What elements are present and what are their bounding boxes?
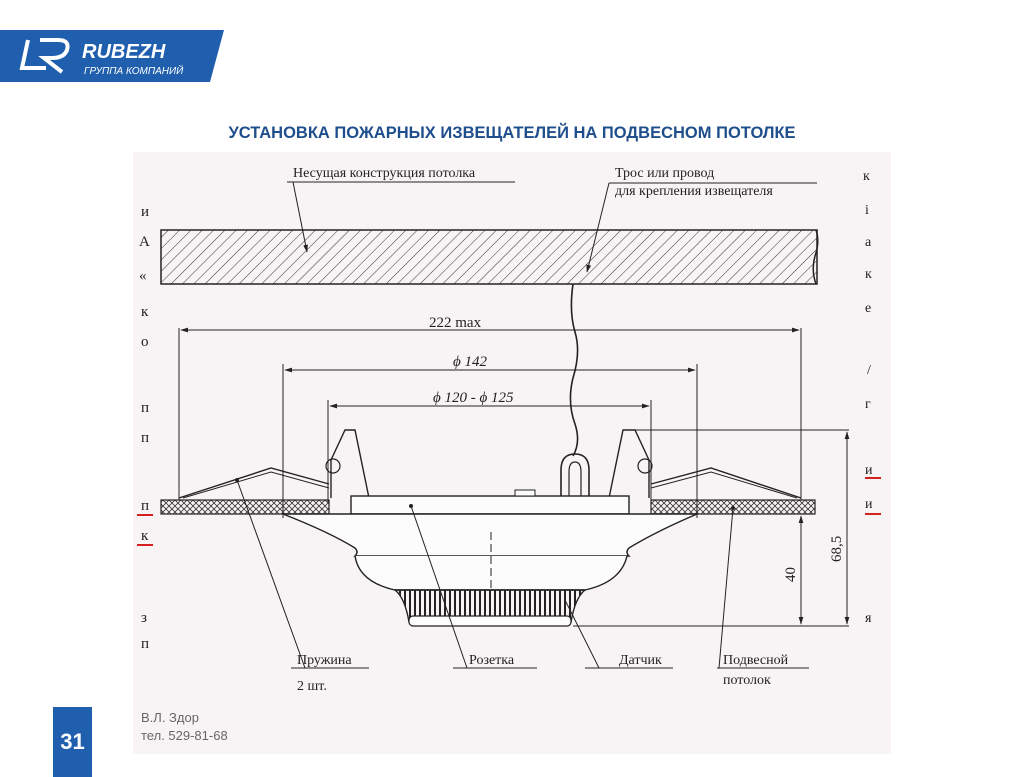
clip-right: [609, 430, 649, 498]
svg-text:к: к: [141, 304, 149, 320]
label-suspended-1: Подвесной: [723, 653, 789, 668]
svg-text:е: е: [865, 301, 872, 316]
label-ceiling-structure: Несущая конструкция потолка: [293, 166, 476, 181]
right-edge-letters: [863, 169, 873, 626]
svg-text:А: А: [139, 234, 150, 250]
svg-text:и: и: [141, 204, 150, 220]
svg-text:и: и: [865, 497, 873, 512]
svg-text:«: «: [139, 268, 147, 284]
brand-subtitle: ГРУППА КОМПАНИЙ: [84, 66, 184, 77]
svg-text:а: а: [865, 235, 872, 250]
installation-drawing: [133, 152, 891, 754]
left-edge-letters: [139, 204, 150, 652]
label-spring-1: Пружина: [297, 653, 352, 668]
label-socket: Розетка: [469, 653, 515, 668]
svg-text:п: п: [141, 430, 150, 446]
svg-text:и: и: [865, 463, 873, 478]
dim-overall: 222 max: [429, 315, 482, 331]
dim-height-total: 68,5: [829, 535, 845, 562]
spring-left: [179, 468, 329, 498]
ceiling-slab: [161, 230, 817, 284]
dim-outer-diameter: ϕ 142: [453, 354, 488, 370]
svg-text:к: к: [865, 267, 872, 282]
spring-right: [651, 468, 801, 498]
label-cable-2: для крепления извещателя: [615, 184, 773, 199]
leader-sensor: [565, 600, 599, 668]
author-name: В.Л. Здор: [141, 710, 199, 725]
hanging-hook: [561, 454, 589, 496]
page-number: 31: [53, 707, 92, 777]
slide-title: УСТАНОВКА ПОЖАРНЫХ ИЗВЕЩАТЕЛЕЙ НА ПОДВЕСНОМ ПОТОЛКЕ: [228, 124, 796, 142]
brand-name: RUBEZH: [82, 41, 166, 63]
svg-text:і: і: [865, 203, 869, 218]
company-logo: [0, 30, 224, 82]
socket-plate: [351, 496, 629, 514]
svg-text:п: п: [141, 400, 150, 416]
svg-text:з: з: [141, 610, 147, 626]
svg-text:о: о: [141, 334, 149, 350]
clip-left: [331, 430, 369, 498]
detector-flange: [283, 514, 697, 556]
svg-text:к: к: [141, 528, 149, 544]
svg-text:/: /: [867, 363, 871, 378]
svg-text:я: я: [865, 611, 872, 626]
svg-text:г: г: [865, 397, 871, 412]
svg-text:п: п: [141, 498, 150, 514]
leader-suspended: [719, 508, 733, 668]
svg-text:п: п: [141, 636, 150, 652]
label-spring-2: 2 шт.: [297, 679, 327, 694]
dim-inner-diameter: ϕ 120 - ϕ 125: [433, 390, 514, 406]
label-suspended-2: потолок: [723, 673, 771, 688]
author-phone: тел. 529-81-68: [141, 728, 228, 743]
svg-text:к: к: [863, 169, 870, 184]
dim-height-body: 40: [783, 567, 799, 582]
label-cable-1: Трос или провод: [615, 166, 715, 181]
label-sensor: Датчик: [619, 653, 662, 668]
